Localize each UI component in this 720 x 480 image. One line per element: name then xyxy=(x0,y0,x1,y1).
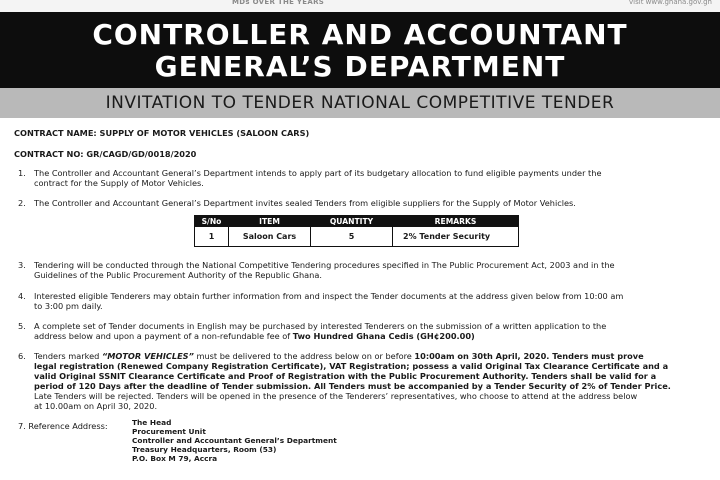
address-line-5: P.O. Box M 79, Accra xyxy=(132,454,218,463)
para-3-number: 3. xyxy=(18,260,26,270)
para-3-line-2: Guidelines of the Public Procurement Authority of the Republic Ghana. xyxy=(34,270,322,280)
cell-item: Saloon Cars xyxy=(229,227,311,247)
top-tagline: MDs OVER THE YEARS xyxy=(232,0,325,6)
para-4-number: 4. xyxy=(18,291,26,301)
address-line-1: The Head xyxy=(132,418,172,427)
top-url: visit www.ghana.gov.gh xyxy=(629,0,712,6)
title-banner xyxy=(0,12,720,88)
motor-vehicles-label: “MOTOR VEHICLES” xyxy=(101,351,194,361)
para-1-line-2: contract for the Supply of Motor Vehicles. xyxy=(34,178,204,188)
tender-fee: Two Hundred Ghana Cedis (GH¢200.00) xyxy=(292,331,475,341)
table-row xyxy=(195,227,519,247)
para-5-number: 5. xyxy=(18,321,26,331)
para-1-number: 1. xyxy=(18,168,26,178)
deadline: 10:00am on 30th April, 2020. Tenders must prove xyxy=(414,351,644,361)
contract-number: CONTRACT NO: GR/CAGD/GD/0018/2020 xyxy=(14,149,197,159)
address-line-4: Treasury Headquarters, Room (53) xyxy=(132,445,277,454)
title-line-1: CONTROLLER AND ACCOUNTANT xyxy=(92,18,628,51)
cell-remarks: 2% Tender Security xyxy=(393,227,519,247)
para-2-number: 2. xyxy=(18,198,26,208)
address-line-2: Procurement Unit xyxy=(132,427,206,436)
subtitle-band xyxy=(0,88,720,118)
para-6-number: 6. xyxy=(18,351,26,361)
header-quantity: QUANTITY xyxy=(311,216,393,227)
contract-name: CONTRACT NAME: SUPPLY OF MOTOR VEHICLES (SALOON CARS) xyxy=(14,128,310,138)
para-1-line-1: The Controller and Accountant General’s Department intends to apply part of its budgetary allocation to fund eligible payments under the xyxy=(34,168,602,178)
para-4-line-2: to 3:00 pm daily. xyxy=(34,301,103,311)
address-line-3: Controller and Accountant General’s Department xyxy=(132,436,337,445)
para-3-line-1: Tendering will be conducted through the National Competitive Tendering procedures specified in The Public Procurement Act, 2003 and in the xyxy=(34,260,615,270)
para-5-line-2 xyxy=(34,331,475,342)
cell-sno: 1 xyxy=(195,227,229,247)
items-table xyxy=(194,215,519,247)
para-6-line-2: legal registration (Renewed Company Registration Certificate), VAT Registration; possess a valid Original Tax Clearance Certificate and a xyxy=(34,361,669,371)
para-2-line-1: The Controller and Accountant General’s Department invites sealed Tenders from eligible suppliers for the Supply of Motor Vehicles. xyxy=(34,198,576,208)
table-header-row xyxy=(195,216,519,227)
para-6-line-6: at 10.00am on April 30, 2020. xyxy=(34,401,158,411)
para-6-line-5: Late Tenders will be rejected. Tenders will be opened in the presence of the Tenderers’ representatives, who choose to attend at the address below xyxy=(34,391,638,401)
para-6-line-1 xyxy=(34,351,644,362)
header-item: ITEM xyxy=(229,216,311,227)
top-strip xyxy=(0,0,720,12)
para-6-text-c: must be delivered to the address below on or before xyxy=(193,351,415,361)
para-4-line-1: Interested eligible Tenderers may obtain further information from and inspect the Tender documents at the address given below from 10:00 am xyxy=(34,291,624,301)
para-6-line-3: valid Original SSNIT Clearance Certificate and Proof of Registration with the Public Procurement Authority. Tenders shall be valid for a xyxy=(34,371,657,381)
para-5-line-1: A complete set of Tender documents in English may be purchased by interested Tenderers on the submission of a written application to the xyxy=(34,321,607,331)
para-6-text-a: Tenders marked xyxy=(34,351,102,361)
header-remarks: REMARKS xyxy=(393,216,519,227)
header-sno: S/No xyxy=(195,216,229,227)
para-5-line-2-text: address below and upon a payment of a non-refundable fee of xyxy=(34,331,293,341)
subtitle: INVITATION TO TENDER NATIONAL COMPETITIVE TENDER xyxy=(105,93,615,113)
para-6-line-4: period of 120 Days after the deadline of Tender submission. All Tenders must be accompanied by a Tender Security of 2% of Tender Price. xyxy=(34,381,671,391)
title-line-2: GENERAL’S DEPARTMENT xyxy=(154,50,566,83)
cell-quantity: 5 xyxy=(311,227,393,247)
para-7-label: 7. Reference Address: xyxy=(18,421,108,431)
